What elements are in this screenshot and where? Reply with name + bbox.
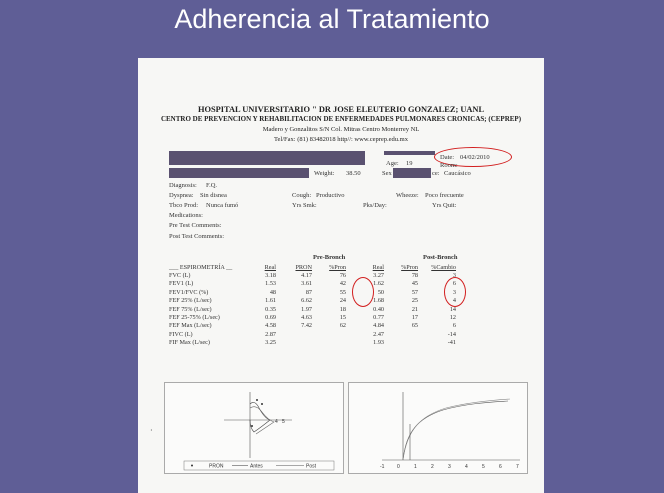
- pre-pct-annotation-oval: [352, 277, 374, 307]
- hospital-name: HOSPITAL UNIVERSITARIO " DR JOSE ELEUTERIO GONZALEZ; UANL: [197, 105, 485, 114]
- slide-title: Adherencia al Tratamiento: [174, 4, 490, 34]
- diagnosis-value: F.Q.: [206, 182, 218, 189]
- cell-pre-pct: 24: [339, 297, 346, 305]
- cell-post-real: 4.84: [373, 322, 384, 330]
- cell-pre-pct: 42: [339, 280, 346, 288]
- dyspnea-value: Sin disnea: [200, 192, 227, 199]
- legend-antes: Antes: [250, 463, 263, 470]
- wheeze-label: Wheeze:: [396, 192, 419, 199]
- cell-post-pct: 57: [411, 288, 418, 296]
- cell-label: FVC (L): [169, 272, 191, 280]
- cell-pre-pct: 62: [339, 322, 346, 330]
- cell-post-real: 3.27: [373, 272, 384, 280]
- cell-pron: 4.63: [301, 314, 312, 322]
- cell-label: FEV1/FVC (%): [169, 288, 209, 296]
- cell-pre-real: 1.53: [265, 280, 276, 288]
- volume-time-tick-label: 5: [482, 464, 485, 470]
- cell-pron: 7.42: [301, 322, 312, 330]
- wheeze-value: Poco frecuente: [425, 192, 464, 199]
- date-label: Date:: [440, 154, 455, 161]
- flow-volume-chart: [164, 382, 344, 474]
- pron-point: [261, 403, 263, 405]
- redacted-id: [169, 168, 309, 178]
- center-name: CENTRO DE PREVENCION Y REHABILITACION DE ENFERMEDADES PULMONARES CRONICAS; (CEPREP): [160, 115, 522, 123]
- cell-post-real: 50: [377, 288, 384, 296]
- cell-label: FEF 25-75% (L/sec): [169, 314, 220, 322]
- table-row: [169, 322, 456, 330]
- cell-post-pct: 45: [411, 280, 418, 288]
- cell-post-real: 0.77: [373, 314, 384, 322]
- date-value: 04/02/2010: [460, 154, 490, 161]
- age-label: Age:: [386, 160, 399, 167]
- redacted-name: [169, 151, 365, 165]
- cell-pre-pct: [312, 330, 346, 338]
- cell-post-pct: 17: [411, 314, 418, 322]
- weight-label: Weight:: [314, 170, 335, 177]
- cell-pre-real: 3.25: [265, 339, 276, 347]
- col-change: %Cambio: [431, 263, 456, 271]
- report-sheet: [138, 58, 544, 493]
- post-test-comments-label: Post Test Comments:: [169, 233, 225, 240]
- cell-post-pct: 65: [411, 322, 418, 330]
- cell-pre-real: 0.35: [265, 305, 276, 313]
- table-row: [169, 280, 456, 288]
- volume-time-tick-label: 4: [465, 464, 468, 470]
- diagnosis-label: Diagnosis:: [169, 182, 197, 189]
- cell-post-pct: 21: [411, 305, 418, 313]
- table-row: [169, 305, 456, 313]
- table-row: [169, 288, 456, 296]
- volume-time-chart: [348, 382, 528, 474]
- spirometry-table: [169, 263, 456, 347]
- volume-time-tick-label: 6: [499, 464, 502, 470]
- yrs-smk-label: Yrs Smk:: [292, 202, 317, 209]
- col-pre-pct: %Pron: [329, 263, 346, 271]
- cell-label: FEF 25% (L/sec): [169, 297, 212, 305]
- cell-pron: [276, 330, 312, 338]
- cell-change: 4: [452, 297, 456, 305]
- address-line: Madero y Gonzalitos S/N Col. Mitras Centro Monterrey NL: [262, 126, 420, 133]
- cell-post-real: 0.40: [373, 305, 384, 313]
- margin-dot: ·: [150, 426, 153, 435]
- cell-post-pct: [384, 330, 418, 338]
- cell-post-real: 2.47: [373, 330, 384, 338]
- cell-pre-pct: 18: [339, 305, 346, 313]
- col-post-pct: %Pron: [401, 263, 418, 271]
- col-pron: PRON: [295, 263, 312, 271]
- cell-post-real: 1.93: [373, 339, 384, 347]
- col-post-real: Real: [372, 263, 384, 271]
- cell-label: FIF Max (L/sec): [169, 339, 210, 347]
- pre-bronch-label: Pre-Bronch: [313, 254, 346, 261]
- flow-volume-tick-5: 5: [282, 419, 285, 425]
- cell-pre-real: 3.18: [265, 272, 276, 280]
- cell-pre-pct: 55: [339, 288, 346, 296]
- cell-pron: 87: [305, 288, 312, 296]
- medications-label: Medications:: [169, 212, 203, 219]
- cell-post-real: 1.68: [373, 297, 384, 305]
- volume-time-tick-label: 7: [516, 464, 519, 470]
- cell-pre-real: 48: [269, 288, 276, 296]
- cell-post-real: 1.62: [373, 280, 384, 288]
- pre-test-comments-label: Pre Test Comments:: [169, 222, 222, 229]
- race-value: Caucásico: [444, 170, 471, 177]
- cell-post-pct: 78: [411, 272, 418, 280]
- dyspnea-label: Dyspnea:: [169, 192, 194, 199]
- volume-time-tick-label: 1: [414, 464, 417, 470]
- tbco-value: Nunca fumó: [206, 202, 239, 209]
- table-row: [169, 330, 456, 338]
- weight-value: 38.50: [346, 170, 361, 177]
- volume-time-tick-label: -1: [380, 464, 385, 470]
- tbco-label: Tbco Prod:: [169, 202, 199, 209]
- cell-change: 6: [452, 280, 456, 288]
- cell-pre-real: 0.69: [265, 314, 276, 322]
- cell-label: FEF 75% (L/sec): [169, 305, 212, 313]
- cell-label: FEF Max (L/sec): [169, 322, 212, 330]
- redacted-sex-field: [384, 151, 435, 155]
- cough-value: Productivo: [316, 192, 345, 199]
- cell-pron: 6.62: [301, 297, 312, 305]
- section-label: ___ ESPIROMETRÍA __: [169, 264, 233, 272]
- cell-change: -41: [447, 339, 456, 347]
- sex-label: Sex: [382, 170, 392, 177]
- cell-change: 12: [449, 314, 456, 322]
- table-row: [169, 297, 456, 305]
- post-pct-annotation-oval: [444, 277, 466, 307]
- cell-pre-real: 1.61: [265, 297, 276, 305]
- cell-change: 3: [452, 272, 456, 280]
- pron-point: [251, 425, 253, 427]
- cell-pron: [276, 339, 312, 347]
- volume-time-tick-label: 3: [448, 464, 451, 470]
- pks-day-label: Pks/Day:: [363, 202, 387, 209]
- cell-pron: 1.97: [301, 305, 312, 313]
- room-label: Room:: [440, 162, 458, 169]
- cell-pre-real: 2.87: [265, 330, 276, 338]
- cell-pron: 4.17: [301, 272, 312, 280]
- table-row: [169, 313, 456, 321]
- cell-pre-real: 4.58: [265, 322, 276, 330]
- flow-volume-frame: [165, 383, 344, 474]
- legend-post: Post: [306, 463, 317, 470]
- flow-volume-tick-4: 4: [275, 419, 278, 425]
- cough-label: Cough:: [292, 192, 312, 199]
- cell-pre-pct: 76: [339, 272, 346, 280]
- cell-post-pct: [384, 339, 418, 347]
- cell-pre-pct: 15: [339, 314, 346, 322]
- post-bronch-label: Post-Bronch: [423, 254, 458, 261]
- yrs-quit-label: Yrs Quit:: [432, 202, 457, 209]
- legend-pron-marker: [191, 465, 193, 467]
- table-row: [169, 339, 456, 347]
- age-value: 19: [406, 160, 413, 167]
- cell-change: -14: [447, 330, 456, 338]
- cell-pron: 3.61: [301, 280, 312, 288]
- table-row: [169, 271, 456, 279]
- race-label: ce:: [432, 170, 440, 177]
- contact-line: Tel/Fax: (81) 83482018 http//: www.ceprep.edu.mx: [274, 136, 408, 143]
- col-pre-real: Real: [264, 263, 276, 271]
- cell-post-pct: 25: [411, 297, 418, 305]
- legend-pron: PRON: [209, 463, 224, 470]
- redacted-race-field: [393, 168, 431, 178]
- cell-label: FIVC (L): [169, 330, 193, 338]
- cell-change: 6: [452, 322, 456, 330]
- cell-change: 14: [449, 305, 456, 313]
- cell-pre-pct: [312, 339, 346, 347]
- pron-point: [256, 399, 258, 401]
- cell-change: 3: [452, 288, 456, 296]
- cell-label: FEV1 (L): [169, 280, 194, 288]
- volume-time-tick-label: 0: [397, 464, 400, 470]
- volume-time-tick-label: 2: [431, 464, 434, 470]
